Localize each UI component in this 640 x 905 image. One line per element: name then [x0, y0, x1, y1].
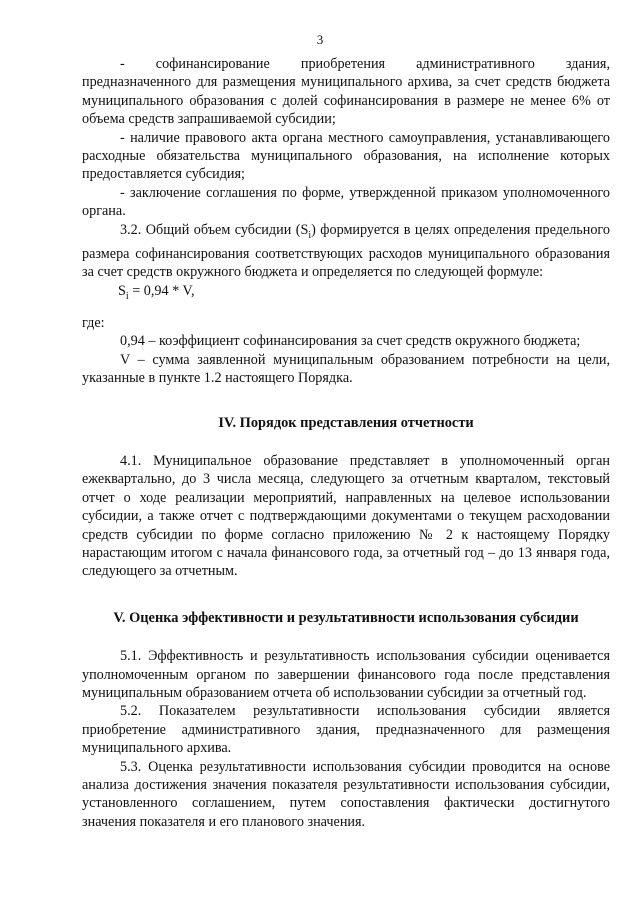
definition-coefficient: 0,94 – коэффициент софинансирования за счет средств окружного бюджета;	[120, 333, 581, 350]
paragraph-3-2	[82, 221, 610, 282]
paragraph-3-2-start: 3.2. Общий объем субсидии (S	[120, 221, 309, 238]
where-label: где:	[82, 314, 105, 331]
definition-v: V – сумма заявленной муниципальным образованием потребности на цели, указанные в пункте 1.2 настоящего Порядка.	[82, 351, 610, 387]
paragraph-5-2: 5.2. Показателем результативности использования субсидии является приобретение административного здания, предназначенного для размещения муниципального архива.	[82, 703, 610, 757]
condition-item-legal-act: - наличие правового акта органа местного самоуправления, устанавливающего расходные обязательства муниципального образования, на исполнение которых предоставляется субсидия;	[82, 129, 610, 183]
paragraph-3-2-end: ) формируется в целях определения предельного размера софинансирования соответствующих расходов муниципального образования за счет средств окружного бюджета и определяется по следующей формуле:	[82, 221, 610, 281]
section-heading-5: V. Оценка эффективности и результативности использования субсидии	[113, 609, 579, 626]
subsidy-formula	[82, 282, 610, 306]
formula-subscript: i	[125, 290, 129, 302]
page-number: 3	[316, 32, 324, 47]
condition-item-cofinancing: - софинансирование приобретения административного здания, предназначенного для размещения муниципального архива, за счет средств бюджета муниципального образования с долей софинансирования в размере не менее 6% от объема средств запрашиваемой субсидии;	[82, 56, 610, 128]
paragraph-4-1: 4.1. Муниципальное образование представляет в уполномоченный орган ежеквартально, до 3 числа месяца, следующего за отчетным кварталом, текстовый отчет о ходе реализации мероприятий, направленных на целевое использовании субсидии, а также отчет с подтверждающими документами о текущем расходовании средств субсидии по форме согласно приложению № 2 к настоящему Порядку нарастающим итогом с начала финансового года, за отчетный год – до 13 января года, следующего за отчетным.	[82, 452, 610, 580]
paragraph-3-2-subscript: i	[308, 229, 312, 241]
paragraph-5-3: 5.3. Оценка результативности использования субсидии проводится на основе анализа достижения значения показателя результативности использования субсидии, установленного соглашением, путем сопоставления фактически достигнутого значения показателя и его планового значения.	[82, 758, 610, 830]
formula-symbol: S	[118, 282, 126, 299]
section-heading-4: IV. Порядок представления отчетности	[218, 414, 474, 431]
document-body	[82, 55, 610, 831]
paragraph-5-1: 5.1. Эффективность и результативность использования субсидии оценивается уполномоченным органом по завершении финансового года после представления муниципальным образованием отчета об использовании субсидии за отчетный год.	[82, 648, 610, 702]
formula-expression: = 0,94 * V,	[128, 282, 195, 299]
condition-item-agreement: - заключение соглашения по форме, утвержденной приказом уполномоченного органа.	[82, 184, 610, 220]
